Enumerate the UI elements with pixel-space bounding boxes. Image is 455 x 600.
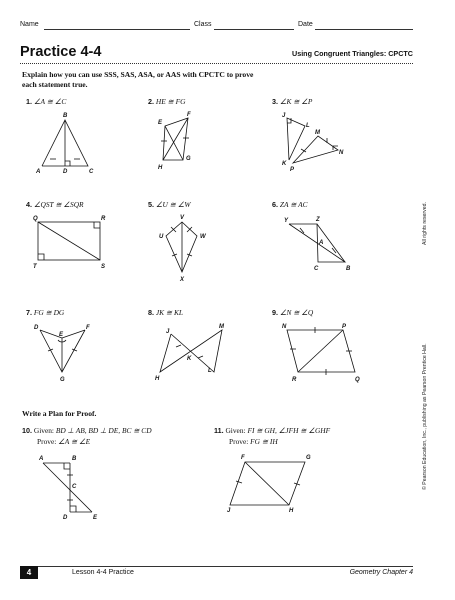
p10-label-a: A <box>39 456 44 462</box>
p6-label-y: Y <box>284 218 289 224</box>
p11-label-g: G <box>306 455 311 461</box>
p1-label-a: A <box>36 169 41 175</box>
p10-label-c: C <box>72 484 77 490</box>
p5-label-w: W <box>200 234 206 240</box>
p8-label-k: K <box>187 356 192 362</box>
p2-label-f: F <box>187 112 191 118</box>
figure-2 <box>161 118 189 160</box>
p10-label-d: D <box>63 515 68 521</box>
p1-label-c: C <box>89 169 94 175</box>
figure-9 <box>287 327 355 375</box>
name-label: Name <box>20 21 39 28</box>
figure-6 <box>289 224 345 262</box>
problem-2-number: 2. <box>148 97 154 106</box>
footer-rule <box>20 566 413 567</box>
proof-10-given-text: BD ⊥ AB, BD ⊥ DE, BC ≅ CD <box>55 426 152 435</box>
p2-label-g: G <box>186 156 191 162</box>
footer-lesson: Lesson 4-4 Practice <box>72 569 134 576</box>
problem-7-number: 7. <box>26 308 32 317</box>
p11-label-f: F <box>241 455 245 461</box>
p4-label-s: S <box>101 264 106 270</box>
proof-10-prove-label: Prove: <box>37 437 57 446</box>
p9-label-n: N <box>282 324 287 330</box>
problem-9-number: 9. <box>272 308 278 317</box>
figure-5 <box>166 222 197 272</box>
p9-label-p: P <box>342 324 347 330</box>
problem-8-number: 8. <box>148 308 154 317</box>
p6-label-z: Z <box>316 217 320 223</box>
p9-label-q: Q <box>355 377 360 383</box>
page-number: 4 <box>20 566 38 579</box>
figure-4 <box>38 222 100 260</box>
p2-label-e: E <box>158 120 163 126</box>
problem-2-statement: HE ≅ FG <box>155 97 186 106</box>
problem-4-statement: ∠QST ≅ ∠SQR <box>33 200 84 209</box>
p3-label-n: N <box>339 150 344 156</box>
p6-label-a: A <box>319 240 324 246</box>
proof-10-number: 10. <box>22 426 32 435</box>
p3-label-p: P <box>290 167 295 173</box>
p9-label-r: R <box>292 377 297 383</box>
date-label: Date <box>298 21 313 28</box>
class-label: Class <box>194 21 212 28</box>
p5-label-u: U <box>159 234 164 240</box>
proof-11-prove-text: FG ≅ IH <box>250 437 278 446</box>
problem-5-statement: ∠U ≅ ∠W <box>155 200 191 209</box>
problem-5-number: 5. <box>148 200 154 209</box>
problem-1-number: 1. <box>26 97 32 106</box>
page-subtitle: Using Congruent Triangles: CPCTC <box>292 49 413 58</box>
p6-label-b: B <box>346 266 351 272</box>
problem-3-statement: ∠K ≅ ∠P <box>279 97 313 106</box>
p1-label-d: D <box>63 169 68 175</box>
p4-label-r: R <box>101 216 106 222</box>
p10-label-e: E <box>93 515 98 521</box>
footer-book: Geometry Chapter 4 <box>349 569 413 576</box>
p8-label-j: J <box>166 329 170 335</box>
page-title: Practice 4-4 <box>20 44 102 60</box>
problem-4-number: 4. <box>26 200 32 209</box>
p4-label-q: Q <box>33 216 38 222</box>
side-note-copyright: © Pearson Education, Inc., publishing as Pearson Prentice Hall. <box>422 343 428 490</box>
p1-label-b: B <box>63 113 68 119</box>
proof-10-given-label: Given: <box>33 426 54 435</box>
p4-label-t: T <box>33 264 37 270</box>
problem-8-statement: JK ≅ KL <box>155 308 183 317</box>
p5-label-x: X <box>180 277 185 283</box>
p10-label-b: B <box>72 456 77 462</box>
p2-label-h: H <box>158 165 163 171</box>
instructions-line-2: each statement true. <box>22 79 88 89</box>
p7-label-g: G <box>60 377 65 383</box>
problem-6-statement: ZA ≅ AC <box>279 200 308 209</box>
p8-label-l: L <box>208 368 212 374</box>
problem-9-statement: ∠N ≅ ∠Q <box>279 308 314 317</box>
p6-label-c: C <box>314 266 319 272</box>
proof-11-number: 11. <box>214 426 224 435</box>
p3-label-l: L <box>306 123 310 129</box>
figure-10 <box>43 463 92 512</box>
p3-label-k: K <box>282 161 287 167</box>
problem-3-number: 3. <box>272 97 278 106</box>
p8-label-h: H <box>155 376 160 382</box>
p7-label-f: F <box>86 325 90 331</box>
proof-11-given-text: FI ≅ GH, ∠JFH ≅ ∠GHF <box>247 426 331 435</box>
p11-label-h: H <box>289 508 294 514</box>
p3-label-j: J <box>282 113 286 119</box>
proof-11-prove-label: Prove: <box>229 437 249 446</box>
figure-8 <box>160 330 222 372</box>
p8-label-m: M <box>219 324 224 330</box>
problem-1-statement: ∠A ≅ ∠C <box>33 97 67 106</box>
p3-label-m: M <box>315 130 320 136</box>
figure-11 <box>230 462 305 505</box>
p5-label-v: V <box>180 215 185 221</box>
figure-1 <box>42 120 88 166</box>
instructions-line-1: Explain how you can use SSS, SAS, ASA, or AAS with CPCTC to prove <box>22 70 254 79</box>
p11-label-j: J <box>227 508 231 514</box>
p7-label-e: E <box>59 332 64 338</box>
proof-11-given-label: Given: <box>225 426 246 435</box>
problem-6-number: 6. <box>272 200 278 209</box>
side-note-rights: All rights reserved. <box>422 202 428 245</box>
proof-10-prove-text: ∠A ≅ ∠E <box>58 437 91 446</box>
figure-3 <box>287 118 338 163</box>
p7-label-d: D <box>34 325 39 331</box>
problem-7-statement: FG ≅ DG <box>33 308 65 317</box>
plan-heading: Write a Plan for Proof. <box>22 409 97 418</box>
